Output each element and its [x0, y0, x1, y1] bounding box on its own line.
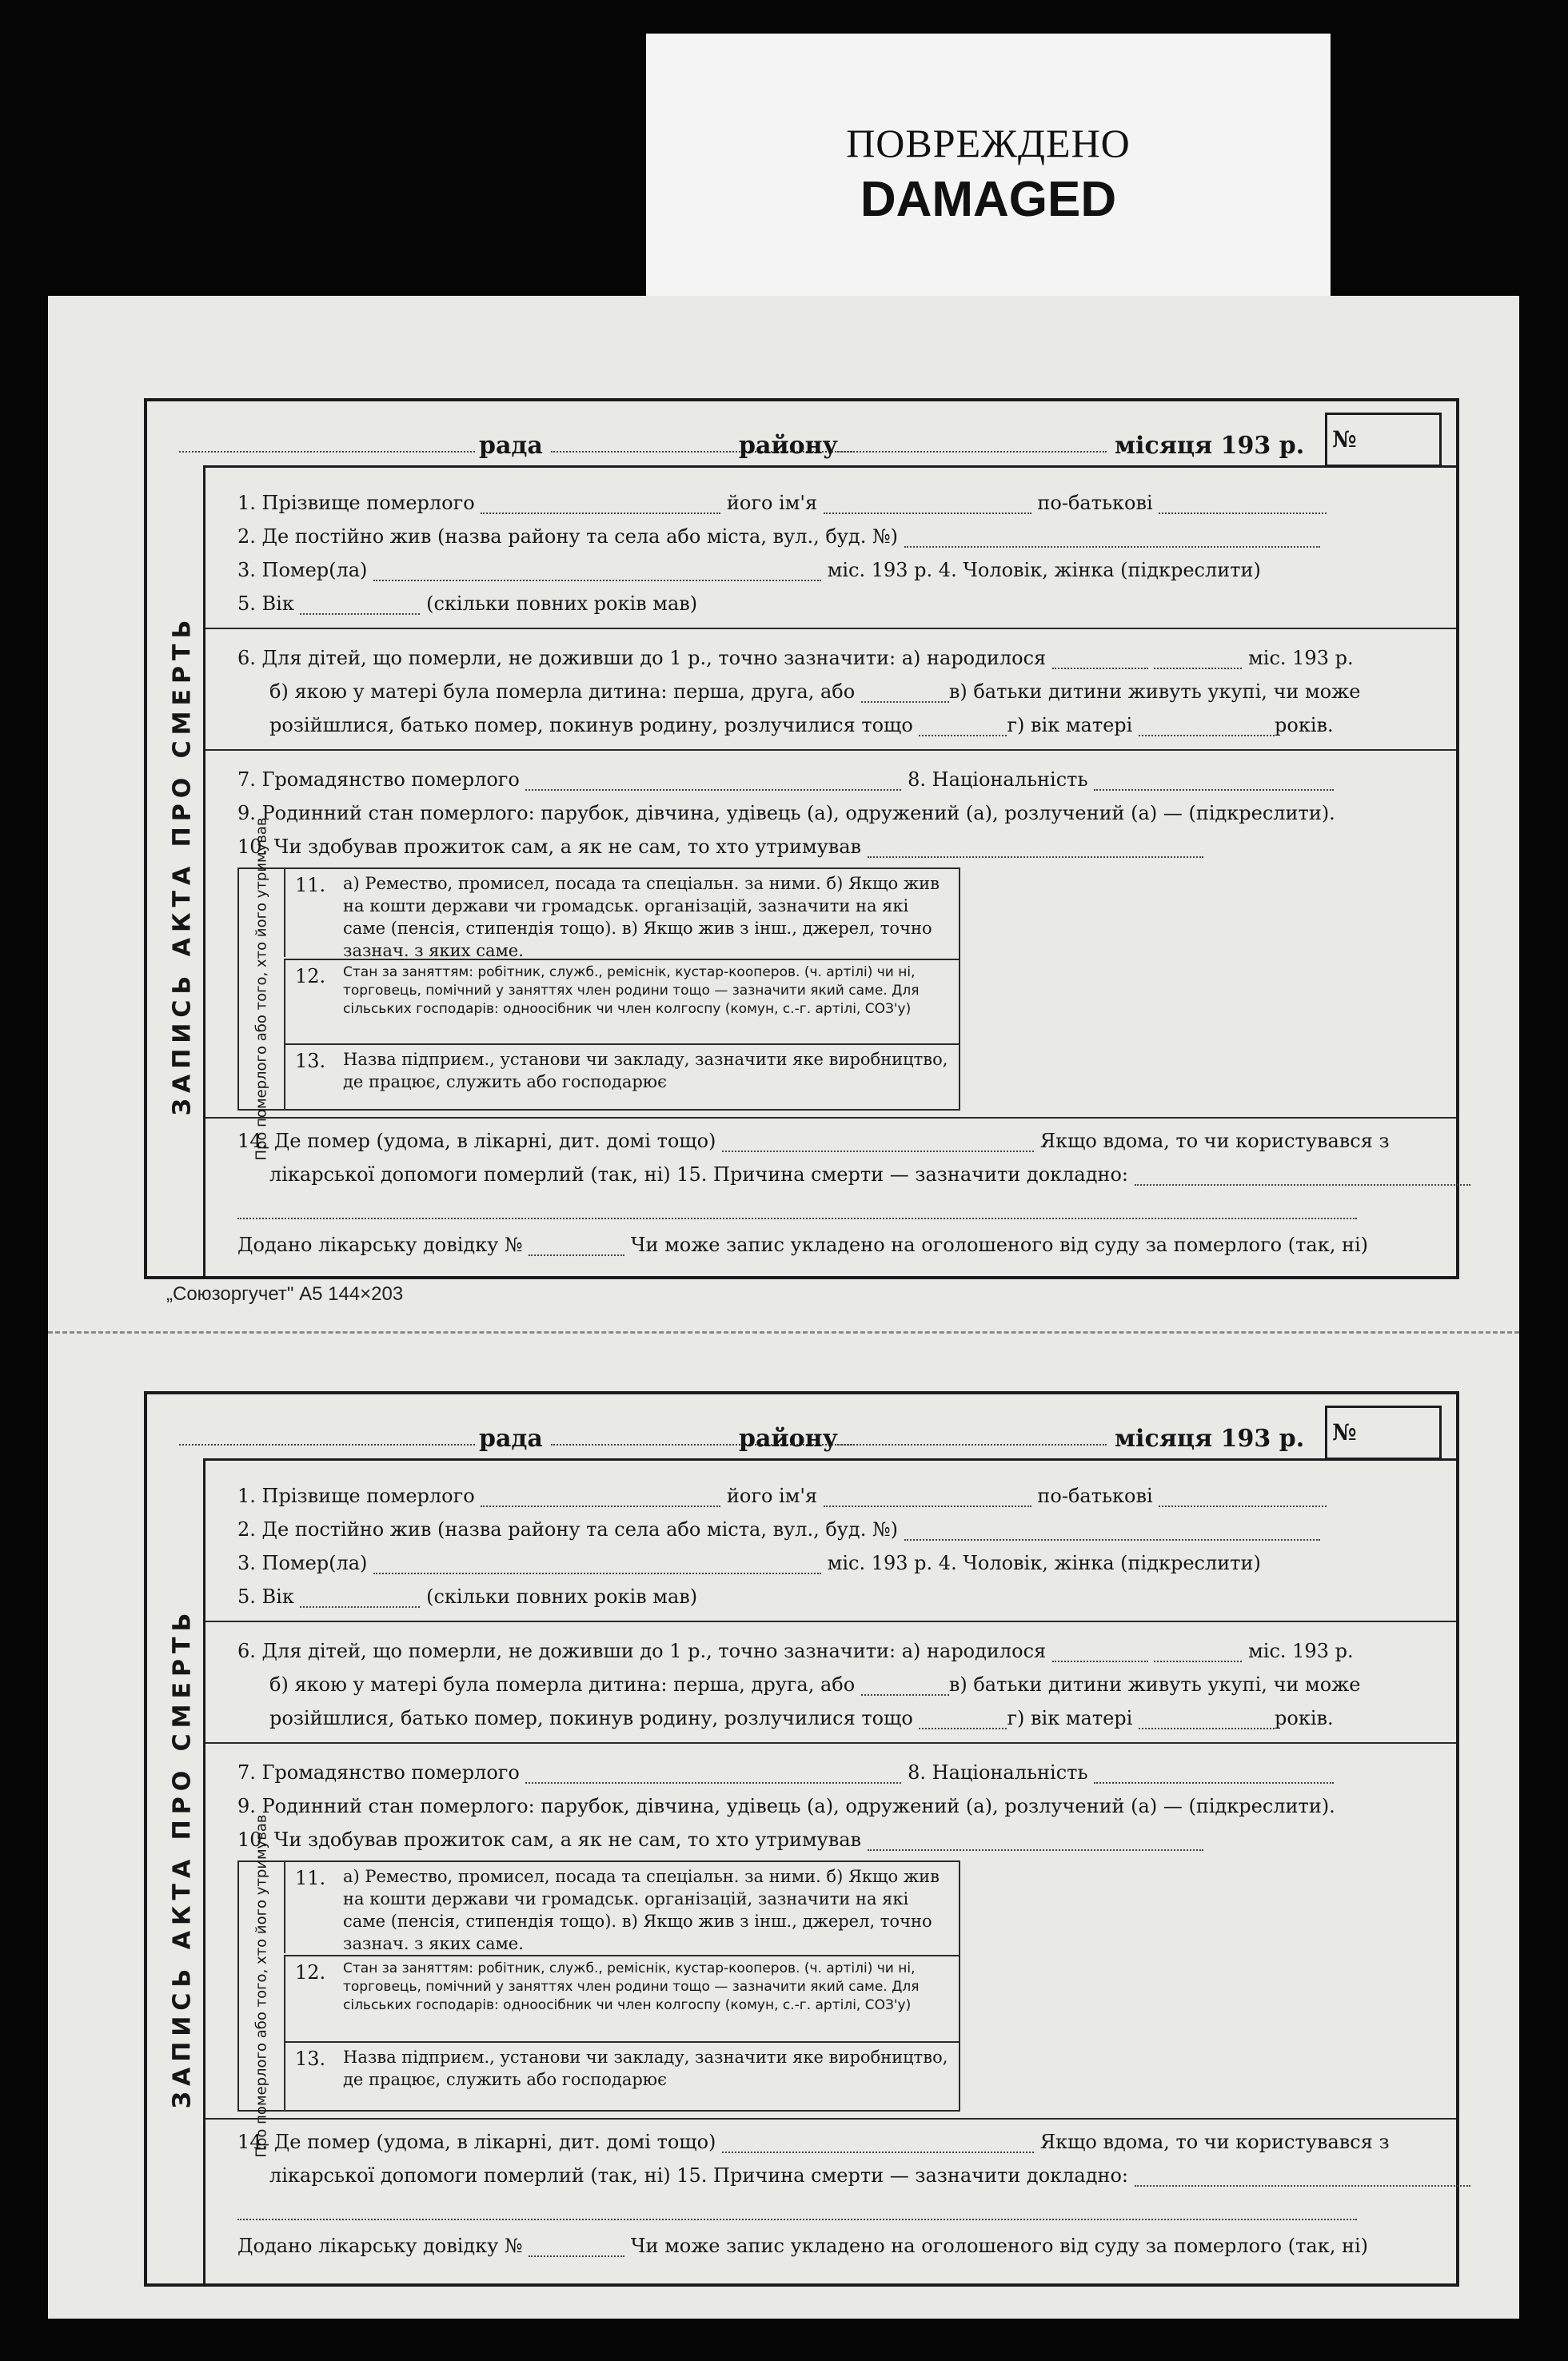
rada-field — [179, 451, 475, 453]
printer-mark: „Союзоргучет" А5 144×203 — [166, 1283, 404, 1305]
row-cause-cont — [237, 2198, 1357, 2220]
row-surname: 1. Прізвище померлого його ім'я по-батькові — [237, 492, 1327, 514]
card-body — [203, 1458, 1456, 2283]
stamp-line-ru: ПОВРЕЖДЕНО — [846, 121, 1131, 166]
row-12: 12. Стан за заняттям: робітник, служб., реміснік, кустар-кооперов. (ч. артілі) чи ні, торговець, помічний у заняттях член родини тощо — зазначити який саме. Для сільських господарів: одноосібник чи член колгоспу (комун, с.-г. артілі, СОЗ'у) — [284, 959, 959, 1043]
divider — [205, 749, 1456, 751]
row-children-b: б) якою у матері була померла дитина: перша, друга, або в) батьки дитини живуть укупі, чи може — [269, 1673, 1361, 1696]
row-support: 10. Чи здобував прожиток сам, а як не сам, то хто утримував — [237, 1829, 1203, 1851]
row-attachment: Додано лікарську довідку № Чи може запис укладено на оголошеного від суду за померлого (так, ні) — [237, 1234, 1368, 1256]
row-13: 13. Назва підприєм., установи чи закладу, зазначити яке виробництво, де працює, служить або господарює — [284, 2041, 959, 2110]
row-children-a: 6. Для дітей, що померли, не доживши до 1 р., точно зазначити: а) народилося міс. 193 р. — [237, 1640, 1354, 1662]
row-13: 13. Назва підприєм., установи чи закладу, зазначити яке виробництво, де працює, служить або господарює — [284, 1043, 959, 1109]
row-age: 5. Вік (скільки повних років мав) — [237, 1585, 698, 1608]
rada-label: рада — [479, 1425, 543, 1453]
death-record-card-1 — [144, 398, 1459, 1279]
month-year-label: місяця 193 р. — [1115, 1425, 1305, 1453]
occupation-side: Про померлого або того, хто його утримував — [253, 817, 270, 1161]
row-attachment: Додано лікарську довідку № Чи може запис укладено на оголошеного від суду за померлого (так, ні) — [237, 2235, 1368, 2257]
raion-label: району — [739, 432, 838, 460]
row-cause: лікарської допомоги померлий (так, ні) 15. Причина смерти — зазначити докладно: — [269, 2164, 1470, 2187]
row-death-place: 14. Де помер (удома, в лікарні, дит. домі тощо) Якщо вдома, то чи користувався з — [237, 2131, 1390, 2153]
row-11: 11. а) Ремество, промисел, посада та спеціальн. за ними. б) Якщо жив на кошти держави чи громадськ. організацій, зазначити на які саме (пенсія, стипендія тощо). в) Якщо жив з інш., джерел, точно зазнач. з яких саме. — [284, 869, 959, 957]
cut-line — [48, 1331, 1519, 1334]
row-residence: 2. Де постійно жив (назва району та села або міста, вул., буд. №) — [237, 1518, 1320, 1541]
day-field — [835, 1444, 1107, 1446]
day-field — [835, 451, 1107, 453]
row-children-b: б) якою у матері була померла дитина: перша, друга, або в) батьки дитини живуть укупі, чи може — [269, 680, 1361, 703]
card-body — [203, 465, 1456, 1276]
row-children-c: розійшлися, батько помер, покинув родину, розлучилися тощо г) вік матері років. — [269, 714, 1334, 736]
month-year-label: місяця 193 р. — [1115, 432, 1305, 460]
row-children-c: розійшлися, батько помер, покинув родину, розлучилися тощо г) вік матері років. — [269, 1707, 1334, 1729]
occupation-side: Про померлого або того, хто його утримував — [253, 1814, 270, 2158]
row-citizenship: 7. Громадянство померлого 8. Національність — [237, 768, 1334, 791]
row-citizenship: 7. Громадянство померлого 8. Національність — [237, 1761, 1334, 1784]
row-death-place: 14. Де помер (удома, в лікарні, дит. домі тощо) Якщо вдома, то чи користувався з — [237, 1130, 1390, 1152]
row-surname: 1. Прізвище померлого його ім'я по-батькові — [237, 1485, 1327, 1507]
divider — [205, 1117, 1456, 1119]
side-title: ЗАПИСЬ АКТА ПРО СМЕРТЬ — [168, 614, 197, 1116]
row-residence: 2. Де постійно жив (назва району та села або міста, вул., буд. №) — [237, 525, 1320, 548]
card-header — [147, 401, 1456, 465]
number-box: № — [1325, 1406, 1442, 1460]
row-children-a: 6. Для дітей, що померли, не доживши до 1 р., точно зазначити: а) народилося міс. 193 р. — [237, 647, 1354, 669]
row-cause: лікарської допомоги померлий (так, ні) 15. Причина смерти — зазначити докладно: — [269, 1163, 1470, 1186]
row-cause-cont — [237, 1197, 1357, 1219]
row-age: 5. Вік (скільки повних років мав) — [237, 592, 698, 615]
row-marital: 9. Родинний стан померлого: парубок, дівчина, удівець (а), одружений (а), розлучений (а) — (підкреслити). — [237, 802, 1335, 824]
row-marital: 9. Родинний стан померлого: парубок, дівчина, удівець (а), одружений (а), розлучений (а) — (підкреслити). — [237, 1795, 1335, 1817]
rada-field — [179, 1444, 475, 1446]
row-died: 3. Помер(ла) міс. 193 р. 4. Чоловік, жінка (підкреслити) — [237, 559, 1261, 581]
card-header — [147, 1394, 1456, 1458]
death-record-card-2 — [144, 1391, 1459, 2287]
side-title: ЗАПИСЬ АКТА ПРО СМЕРТЬ — [168, 1607, 197, 2109]
damaged-tag — [646, 34, 1331, 297]
row-11: 11. а) Ремество, промисел, посада та спеціальн. за ними. б) Якщо жив на кошти держави чи громадськ. організацій, зазначити на які саме (пенсія, стипендія тощо). в) Якщо жив з інш., джерел, точно зазнач. з яких саме. — [284, 1862, 959, 1953]
divider — [205, 1742, 1456, 1744]
row-support: 10. Чи здобував прожиток сам, а як не сам, то хто утримував — [237, 836, 1203, 858]
divider — [205, 628, 1456, 629]
row-12: 12. Стан за заняттям: робітник, служб., реміснік, кустар-кооперов. (ч. артілі) чи ні, торговець, помічний у заняттях член родини тощо — зазначити який саме. Для сільських господарів: одноосібник чи член колгоспу (комун, с.-г. артілі, СОЗ'у) — [284, 1955, 959, 2041]
row-died: 3. Помер(ла) міс. 193 р. 4. Чоловік, жінка (підкреслити) — [237, 1552, 1261, 1574]
raion-label: району — [739, 1425, 838, 1453]
divider — [205, 1621, 1456, 1622]
number-box: № — [1325, 413, 1442, 467]
stamp-line-en: DAMAGED — [860, 172, 1117, 227]
rada-label: рада — [479, 432, 543, 460]
divider — [205, 2118, 1456, 2120]
